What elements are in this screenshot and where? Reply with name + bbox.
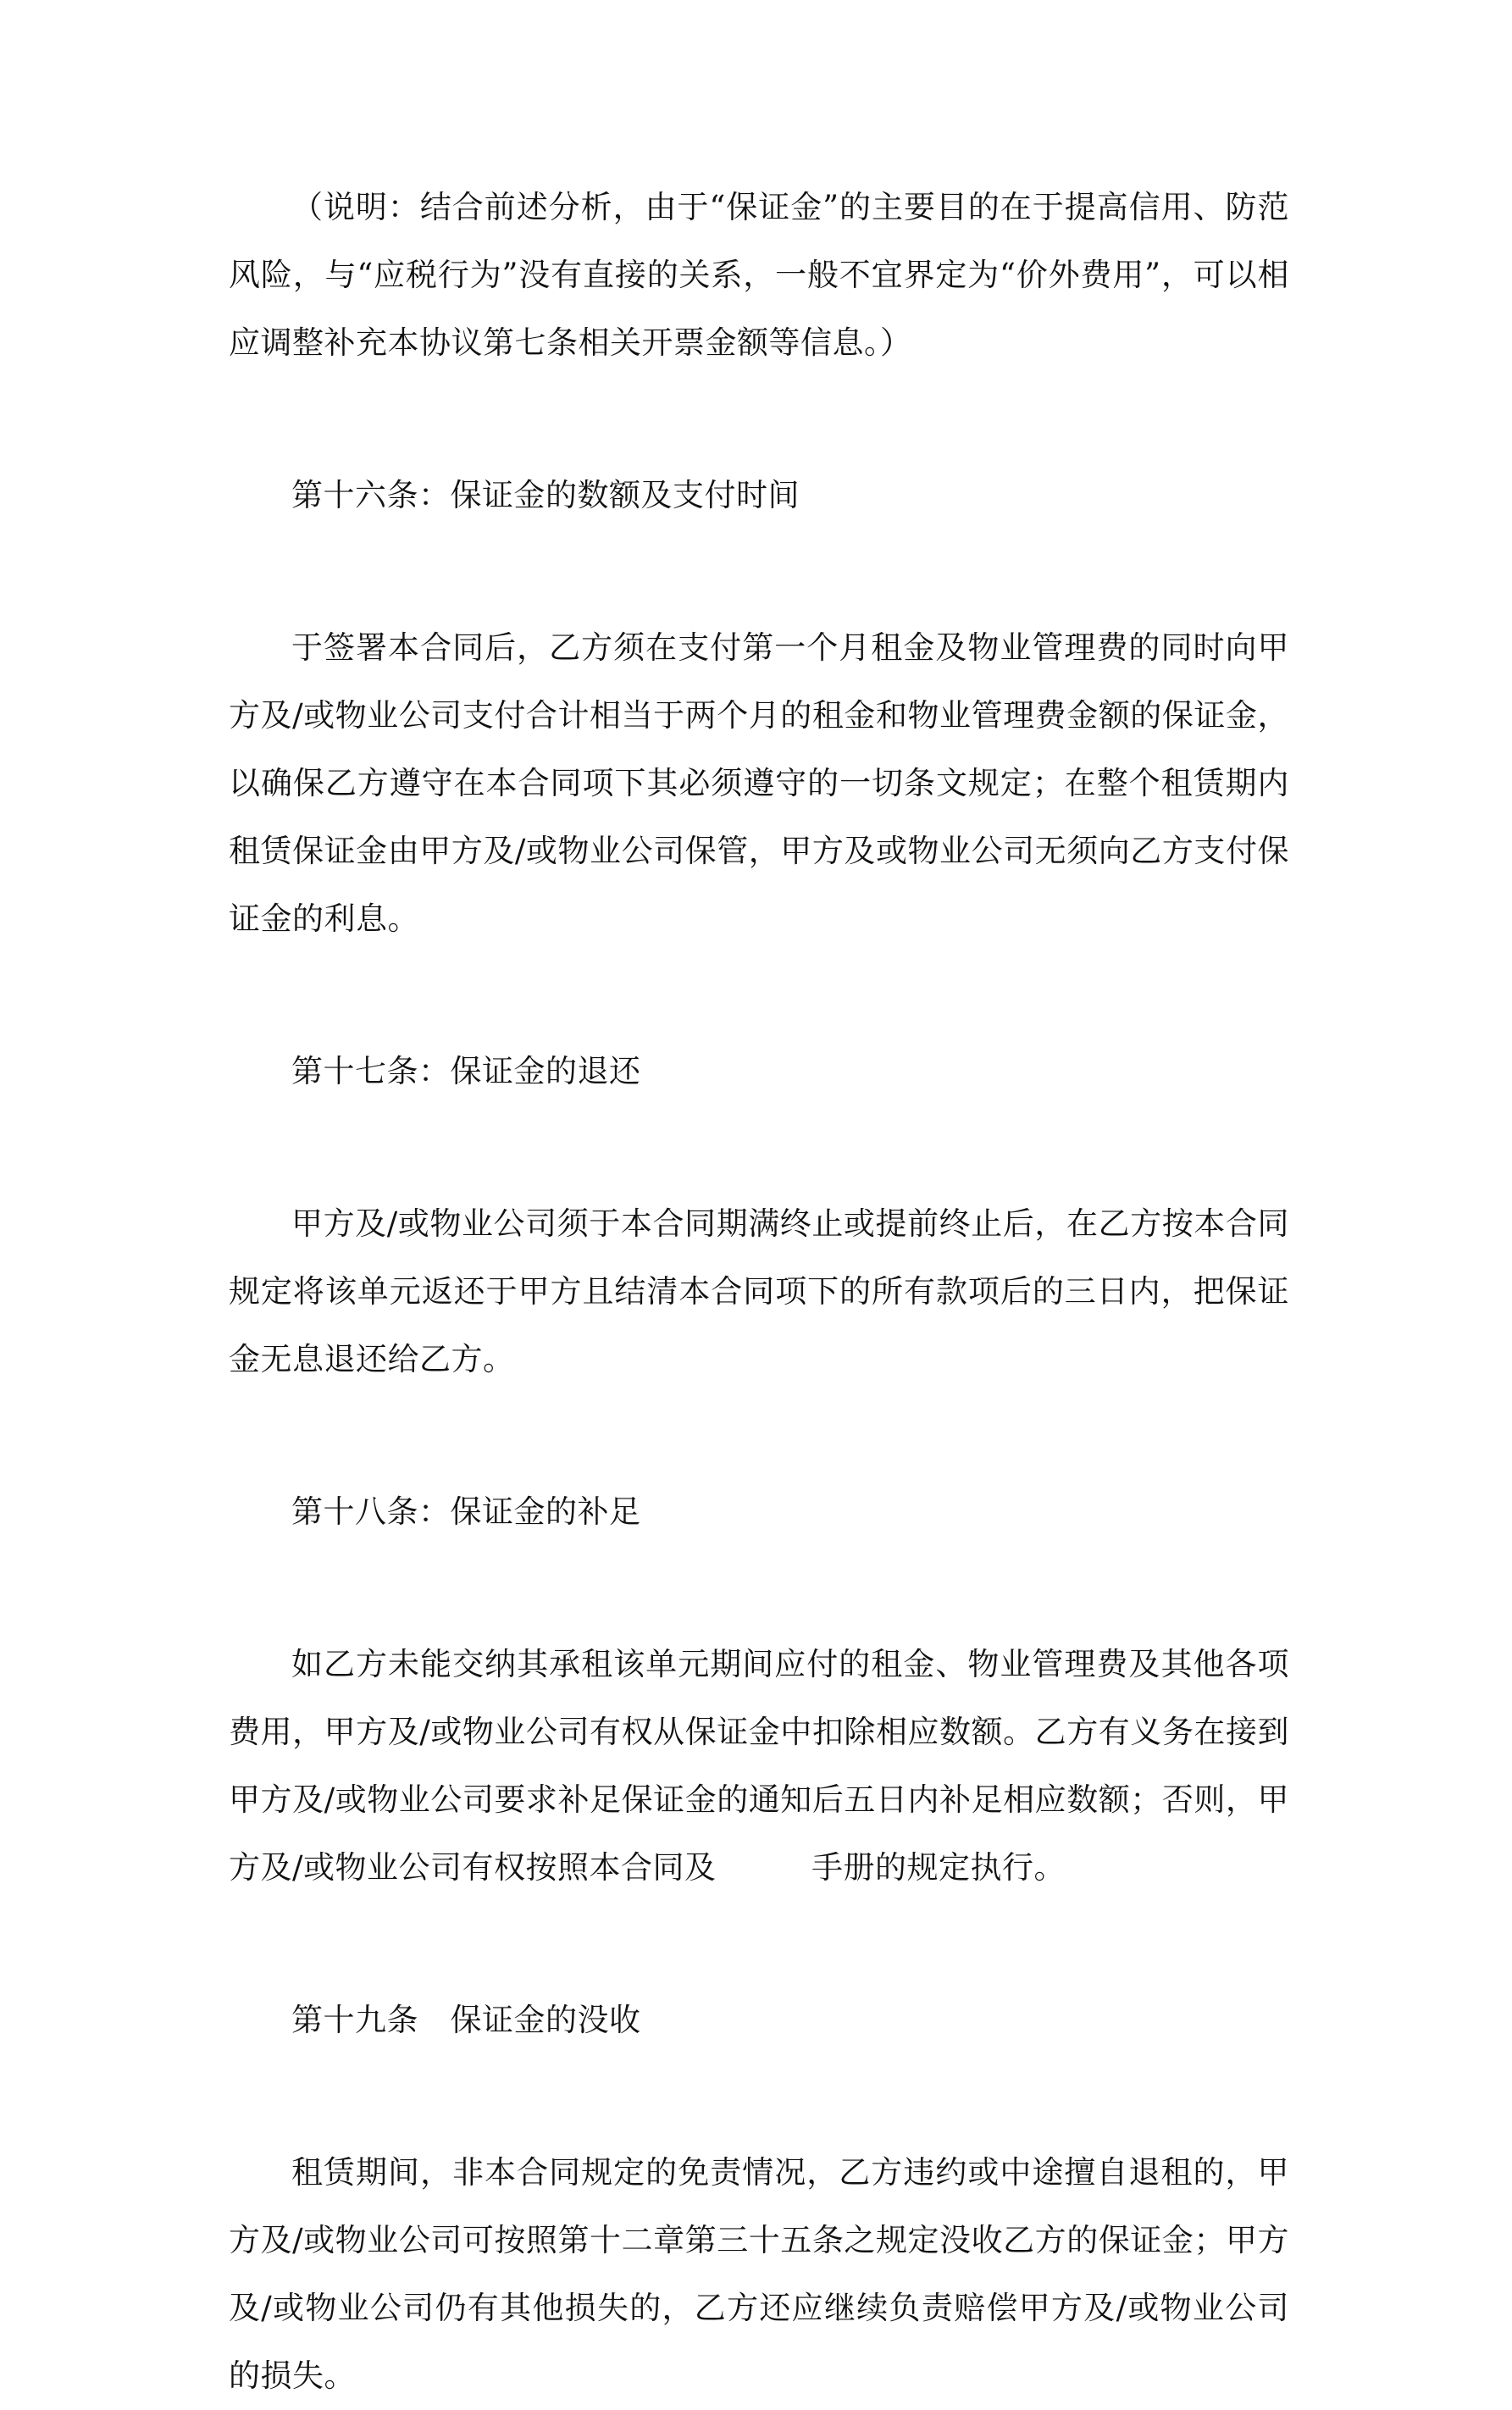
spacer <box>229 529 1289 614</box>
spacer <box>229 953 1289 1038</box>
article-18-body: 如乙方未能交纳其承租该单元期间应付的租金、物业管理费及其他各项费用，甲方及/或物业公司有权从保证金中扣除相应数额。乙方有义务在接到甲方及/或物业公司要求补足保证金的通知后五日内补足相应数额；否则，甲方及/或物业公司有权按照本合同及 手册的规定执行。 <box>229 1646 1289 1886</box>
article-16-heading: 第十六条：保证金的数额及支付时间 <box>291 477 800 513</box>
article-19-body: 租赁期间，非本合同规定的免责情况，乙方违约或中途擅自退租的，甲方及/或物业公司可按照第十二章第三十五条之规定没收乙方的保证金；甲方及/或物业公司仍有其他损失的，乙方还应继续负责赔偿甲方及/或物业公司的损失。 <box>229 2154 1289 2394</box>
article-17-heading: 第十七条：保证金的退还 <box>291 1053 641 1089</box>
article-16-body: 于签署本合同后，乙方须在支付第一个月租金及物业管理费的同时向甲方及/或物业公司支付合计相当于两个月的租金和物业管理费金额的保证金，以确保乙方遵守在本合同项下其必须遵守的一切条文规定；在整个租赁期内租赁保证金由甲方及/或物业公司保管，甲方及或物业公司无须向乙方支付保证金的利息。 <box>229 629 1289 937</box>
spacer <box>229 1393 1289 1478</box>
spacer <box>229 377 1289 462</box>
spacer <box>229 1902 1289 1986</box>
article-17-body: 甲方及/或物业公司须于本合同期满终止或提前终止后，在乙方按本合同规定将该单元返还于甲方且结清本合同项下的所有款项后的三日内，把保证金无息退还给乙方。 <box>229 1205 1289 1377</box>
article-18-heading: 第十八条：保证金的补足 <box>291 1493 641 1530</box>
article-19-heading: 第十九条 保证金的没收 <box>291 2002 641 2038</box>
explanatory-note: （说明：结合前述分析，由于“保证金”的主要目的在于提高信用、防范风险，与“应税行为”没有直接的关系，一般不宜界定为“价外费用”，可以相应调整补充本协议第七条相关开票金额等信息。） <box>229 189 1289 361</box>
spacer <box>229 2054 1289 2139</box>
spacer <box>229 1105 1289 1190</box>
spacer <box>229 1546 1289 1631</box>
